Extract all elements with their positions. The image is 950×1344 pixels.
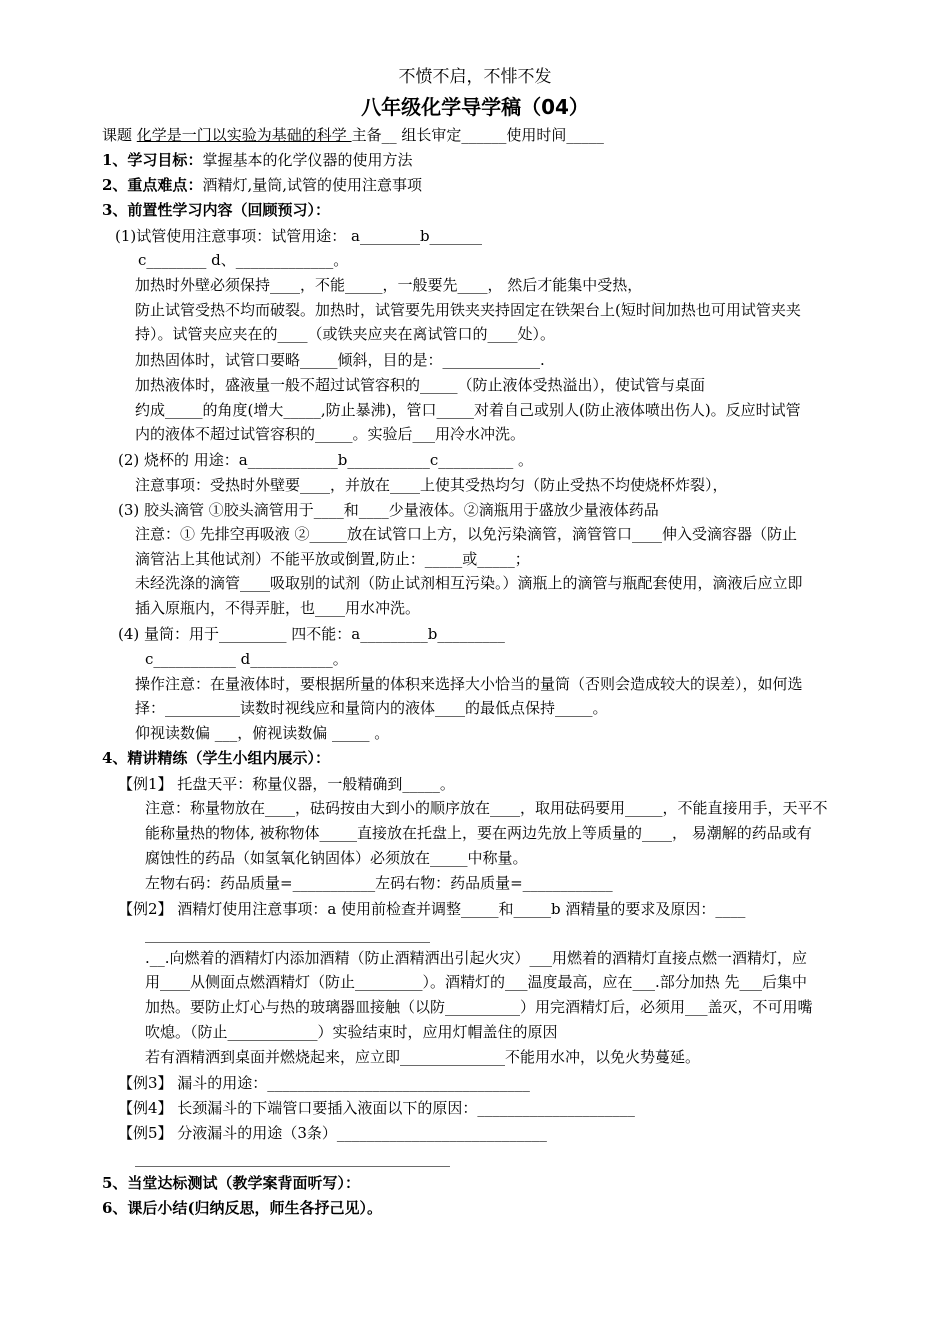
lesson-info-prefix: 课题 bbox=[102, 126, 137, 144]
text-line bbox=[135, 549, 530, 569]
text-line bbox=[135, 674, 803, 694]
section-heading: 3、前置性学习内容（回顾预习）： bbox=[102, 201, 330, 219]
line-text: 吹熄。（防止____________）实验结束时，应用灯帽盖住的原因 bbox=[145, 1023, 558, 1041]
text-line bbox=[118, 1123, 547, 1143]
text-line bbox=[135, 300, 801, 320]
line-text: 未经洗涤的滴管____吸取别的试剂（防止试剂相互污染。）滴瓶上的滴管与瓶配套使用，滴液后应立即 bbox=[135, 574, 803, 592]
text-line bbox=[145, 649, 348, 669]
line-text: 内的液体不超过试管容积的_____。实验后___用冷水冲洗。 bbox=[135, 425, 526, 443]
line-text: 能称量热的物体, 被称物体_____直接放在托盘上，要在两边先放上等质量的____， 易潮解的药品或有 bbox=[145, 824, 812, 842]
line-text: 注意：① 先排空再吸液 ②_____放在试管口上方，以免污染滴管，滴管管口____伸入受滴容器（防止 bbox=[135, 525, 798, 543]
text-line bbox=[145, 1047, 700, 1067]
text-line bbox=[102, 1173, 360, 1193]
text-line bbox=[135, 524, 797, 544]
line-text: 掌握基本的化学仪器的使用方法 bbox=[202, 151, 413, 169]
text-line bbox=[145, 873, 613, 893]
text-line bbox=[145, 924, 430, 944]
text-line bbox=[135, 698, 608, 718]
line-text: 若有酒精洒到桌面并燃烧起来，应立即______________不能用水冲，以免火势蔓延。 bbox=[145, 1048, 701, 1066]
text-line bbox=[135, 375, 705, 395]
text-line bbox=[135, 424, 525, 444]
line-text: 酒精灯,量筒,试管的使用注意事项 bbox=[202, 176, 422, 194]
line-text: .__.向燃着的酒精灯内添加酒精（防止酒精洒出引起火灾）___用燃着的酒精灯直接点燃一酒精灯，应 bbox=[145, 949, 808, 967]
text-line bbox=[145, 823, 812, 843]
line-text: 加热。要防止灯心与热的玻璃器皿接触（以防__________）用完酒精灯后，必须用___盖灭，不可用嘴 bbox=[145, 998, 813, 1016]
line-text: 约成_____的角度(增大_____,防止暴沸)，管口_____对着自己或别人(防止液体喷出伤人)。反应时试管 bbox=[135, 401, 801, 419]
text-line bbox=[102, 200, 330, 220]
line-text: 择：__________读数时视线应和量筒内的液体____的最低点保持_____。 bbox=[135, 699, 608, 717]
line-text: 加热液体时，盛液量一般不超过试管容积的_____（防止液体受热溢出），使试管与桌面 bbox=[135, 376, 706, 394]
text-line bbox=[118, 1098, 635, 1118]
line-text: 注意：称量物放在____，砝码按由大到小的顺序放在____，取用砝码要用_____，不能直接用手，天平不 bbox=[145, 799, 828, 817]
line-text: 【例4】 长颈漏斗的下端管口要插入液面以下的原因：_____________________ bbox=[118, 1099, 635, 1117]
motto: 不愤不启，不悱不发 bbox=[398, 67, 552, 87]
line-text: 仰视读数偏 ___，俯视读数偏 _____ 。 bbox=[135, 724, 390, 742]
line-text: 操作注意：在量液体时，要根据所量的体积来选择大小恰当的量筒（否则会造成较大的误差），如何选 bbox=[135, 675, 803, 693]
text-line bbox=[145, 1022, 558, 1042]
text-line bbox=[135, 475, 728, 495]
text-line bbox=[135, 598, 420, 618]
line-text: 左物右码：药品质量=___________左码右物：药品质量=____________ bbox=[145, 874, 613, 892]
line-text: (1)试管使用注意事项：试管用途： a________b_______ bbox=[115, 227, 483, 245]
page-title: 八年级化学导学稿（04） bbox=[361, 95, 589, 119]
text-line bbox=[118, 899, 745, 919]
text-line bbox=[102, 150, 412, 170]
line-text: 用____从侧面点燃酒精灯（防止_________）。酒精灯的___温度最高，应在___.部分加热 先___后集中 bbox=[145, 973, 808, 991]
text-line bbox=[135, 275, 642, 295]
line-text: 滴管沾上其他试剂）不能平放或倒置,防止：_____或_____； bbox=[135, 550, 530, 568]
text-line bbox=[115, 226, 482, 246]
line-text: c________ d、_____________。 bbox=[138, 251, 349, 269]
text-line bbox=[118, 500, 659, 520]
text-line bbox=[135, 573, 803, 593]
text-line bbox=[145, 948, 807, 968]
text-line bbox=[145, 972, 807, 992]
lesson-topic: 化学是一门以实验为基础的科学 bbox=[136, 126, 352, 144]
text-line bbox=[102, 1198, 382, 1218]
text-line bbox=[102, 748, 330, 768]
text-line bbox=[145, 798, 828, 818]
line-text: 【例5】 分液漏斗的用途（3条）____________________________ bbox=[118, 1124, 547, 1142]
text-line bbox=[138, 250, 348, 270]
line-text: __________________________________________ bbox=[135, 1149, 450, 1167]
line-text: (2) 烧杯的 用途：a____________b___________c__________ 。 bbox=[118, 451, 533, 469]
text-line bbox=[118, 774, 455, 794]
section-heading: 6、课后小结(归纳反思，师生各抒己见）。 bbox=[102, 1199, 383, 1217]
line-text: 注意事项：受热时外壁要____，并放在____上使其受热均匀（防止受热不均使烧杯炸裂）， bbox=[135, 476, 728, 494]
text-line bbox=[135, 400, 801, 420]
line-text: (4) 量筒：用于_________ 四不能：a_________b_________ bbox=[118, 625, 505, 643]
section-heading: 1、学习目标： bbox=[102, 151, 203, 169]
text-line bbox=[145, 997, 813, 1017]
line-text: 腐蚀性的药品（如氢氧化钠固体）必须放在_____中称量。 bbox=[145, 849, 528, 867]
text-line bbox=[135, 324, 555, 344]
line-text: 持）。试管夹应夹在的____（或铁夹应夹在离试管口的____处）。 bbox=[135, 325, 556, 343]
text-line bbox=[118, 624, 505, 644]
text-line bbox=[102, 175, 422, 195]
line-text: ______________________________________ bbox=[145, 925, 430, 943]
lesson-info-suffix: 主备__ 组长审定______使用时间_____ bbox=[351, 126, 604, 144]
lesson-info-line bbox=[102, 125, 604, 145]
line-text: 加热固体时，试管口要略_____倾斜，目的是：_____________. bbox=[135, 351, 545, 369]
line-text: 【例3】 漏斗的用途：___________________________________ bbox=[118, 1074, 530, 1092]
text-line bbox=[118, 450, 533, 470]
text-line bbox=[118, 1073, 530, 1093]
text-line bbox=[135, 350, 545, 370]
section-heading: 5、当堂达标测试（教学案背面听写）： bbox=[102, 1174, 360, 1192]
text-line bbox=[135, 723, 389, 743]
section-heading: 4、精讲精练（学生小组内展示）： bbox=[102, 749, 330, 767]
section-heading: 2、重点难点： bbox=[102, 176, 203, 194]
line-text: 防止试管受热不均而破裂。加热时，试管要先用铁夹夹持固定在铁架台上(短时间加热也可用试管夹夹 bbox=[135, 301, 801, 319]
line-text: c___________ d___________。 bbox=[145, 650, 348, 668]
line-text: (3) 胶头滴管 ①胶头滴管用于____和____少量液体。②滴瓶用于盛放少量液体药品 bbox=[118, 501, 659, 519]
text-line bbox=[135, 1148, 450, 1168]
line-text: 【例1】 托盘天平：称量仪器，一般精确到_____。 bbox=[118, 775, 455, 793]
line-text: 插入原瓶内，不得弄脏，也____用水冲洗。 bbox=[135, 599, 421, 617]
line-text: 【例2】 酒精灯使用注意事项：a 使用前检查并调整_____和_____b 酒精量的要求及原因：____ bbox=[118, 900, 746, 918]
line-text: 加热时外壁必须保持____，不能_____，一般要先____， 然后才能集中受热， bbox=[135, 276, 643, 294]
text-line bbox=[145, 848, 528, 868]
